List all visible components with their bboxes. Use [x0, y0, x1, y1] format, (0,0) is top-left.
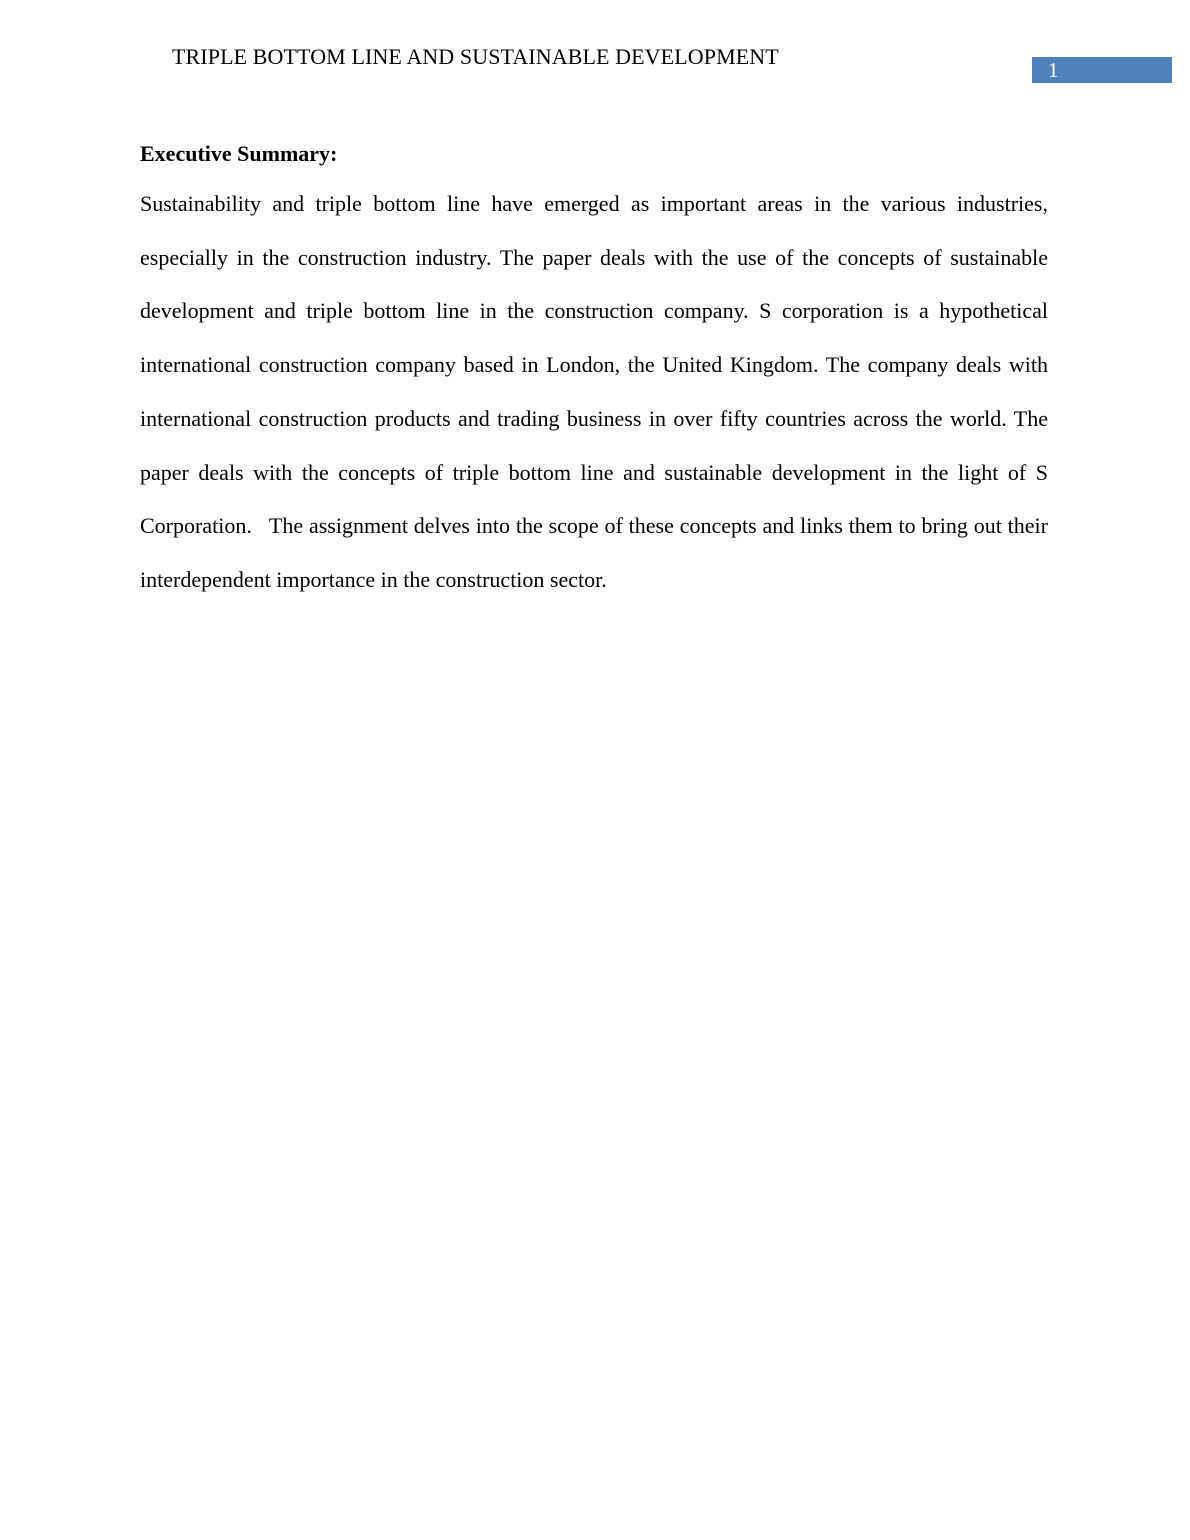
running-head: TRIPLE BOTTOM LINE AND SUSTAINABLE DEVELOPMENT: [172, 44, 779, 69]
page-number: 1: [1048, 58, 1059, 82]
body-paragraph: Sustainability and triple bottom line have emerged as important areas in the various industries, especially in the construction industry. The paper deals with the use of the concepts of sustainable development and triple bottom line in the construction company. S corporation is a hypothetical international construction company based in London, the United Kingdom. The company deals with international construction products and trading business in over fifty countries across the world. The paper deals with the concepts of triple bottom line and sustainable development in the light of S Corporation. The assignment delves into the scope of these concepts and links them to bring out their interdependent importance in the construction sector.: [140, 191, 1048, 592]
section-heading: Executive Summary:: [140, 141, 338, 166]
page-number-box: [1032, 57, 1172, 83]
